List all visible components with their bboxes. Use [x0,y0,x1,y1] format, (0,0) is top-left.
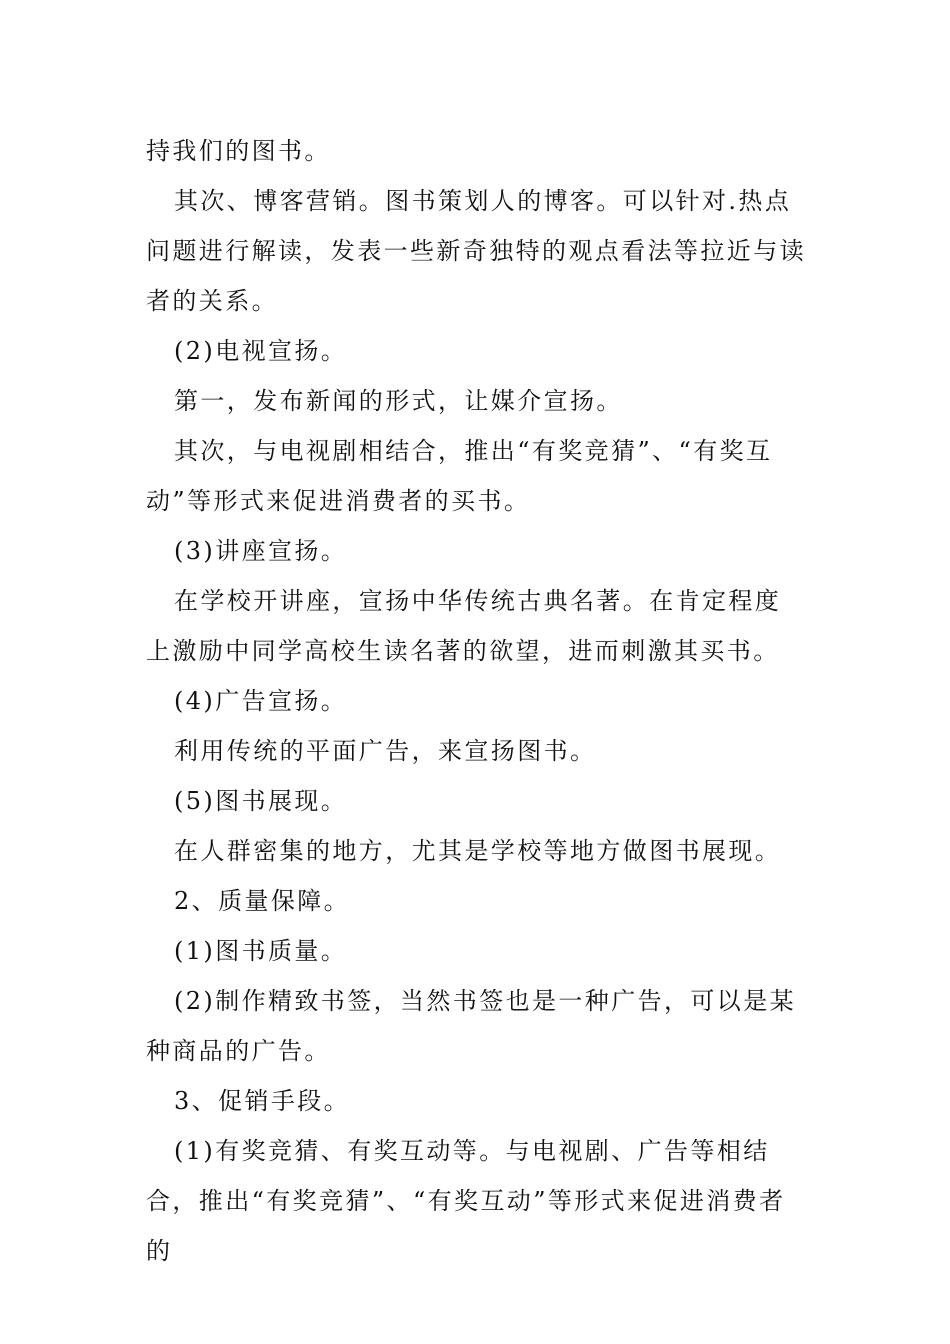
list-item: (2)制作精致书签，当然书签也是一种广告，可以是某种商品的广告。 [146,987,796,1065]
section-heading: 3、促销手段。 [174,1087,351,1115]
list-item: (1)有奖竞猜、有奖互动等。与电视剧、广告等相结合，推出“有奖竞猜”、“有奖互动”等形式来促进消费者的 [146,1137,786,1265]
section-heading: (4)广告宣扬。 [174,687,348,715]
paragraph: 其次、博客营销。图书策划人的博客。可以针对.热点问题进行解读，发表一些新奇独特的观点看法等拉近与读者的关系。 [146,187,806,315]
section-heading: (2)电视宣扬。 [174,337,348,365]
paragraph: 第一，发布新闻的形式，让媒介宣扬。 [174,387,623,415]
section-heading: 2、质量保障。 [174,887,351,915]
paragraph: 其次，与电视剧相结合，推出“有奖竞猜”、“有奖互动”等形式来促进消费者的买书。 [146,437,773,515]
paragraph: 在人群密集的地方，尤其是学校等地方做图书展现。 [174,837,782,865]
paragraph: 持我们的图书。 [146,137,331,165]
paragraph: 在学校开讲座，宣扬中华传统古典名著。在肯定程度上激励中同学高校生读名著的欲望，进而刺激其买书。 [146,587,782,665]
section-heading: (5)图书展现。 [174,787,348,815]
section-heading: (3)讲座宣扬。 [174,537,348,565]
document-body [146,126,806,1276]
paragraph: 利用传统的平面广告，来宣扬图书。 [174,737,597,765]
list-item: (1)图书质量。 [174,937,348,965]
